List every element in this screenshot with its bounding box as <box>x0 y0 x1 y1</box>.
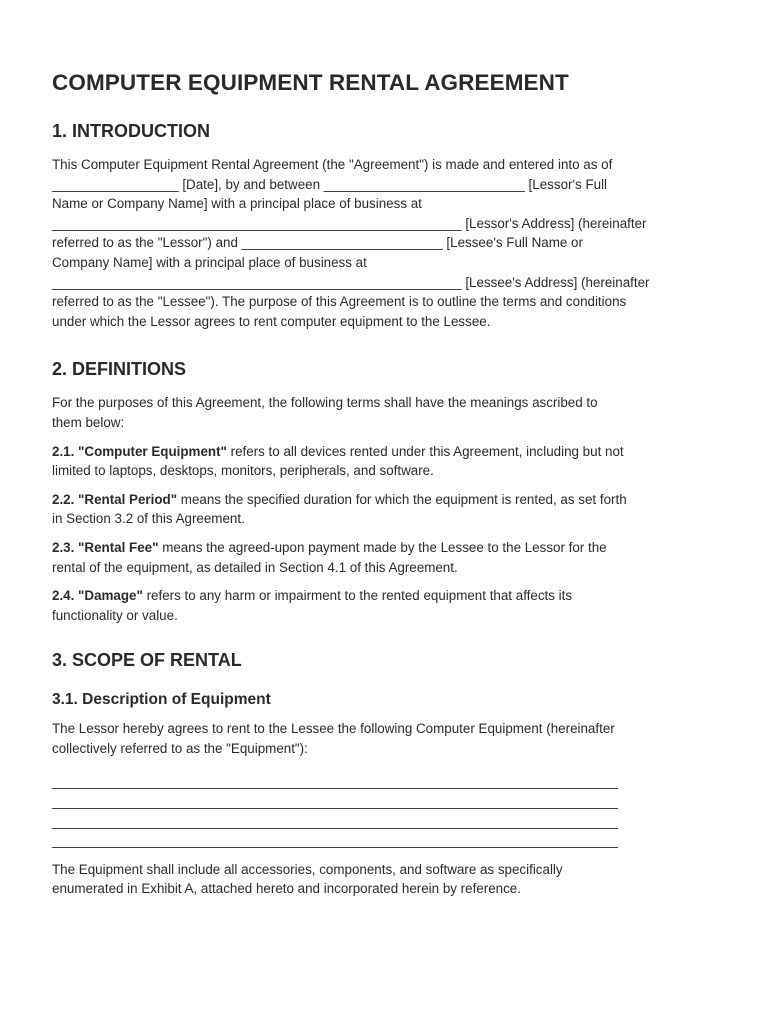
equipment-intro <box>52 719 722 758</box>
paragraph-line <box>52 586 722 606</box>
paragraph-line: functionality or value. <box>52 607 178 623</box>
definition-item <box>52 442 722 481</box>
equipment-description-subheading: 3.1. Description of Equipment <box>52 691 271 709</box>
fill-in-line: ____________________________________________________________________________ <box>52 794 618 810</box>
paragraph-line: referred to as the "Lessee"). The purpose of this Agreement is to outline the terms and conditions <box>52 294 627 310</box>
paragraph-line: Company Name] with a principal place of business at <box>52 254 367 270</box>
definition-term: 2.3. "Rental Fee" <box>52 539 159 555</box>
paragraph-line: in Section 3.2 of this Agreement. <box>52 511 245 527</box>
definition-text: refers to all devices rented under this Agreement, including but not <box>226 443 624 459</box>
definitions-section <box>52 359 722 625</box>
paragraph-line <box>52 538 722 558</box>
paragraph-line: under which the Lessor agrees to rent computer equipment to the Lessee. <box>52 313 491 329</box>
paragraph-line: enumerated in Exhibit A, attached hereto and incorporated herein by reference. <box>52 881 521 897</box>
fill-in-line: ____________________________________________________________________________ <box>52 813 618 829</box>
fill-in-line: ____________________________________________________________________________ <box>52 774 618 790</box>
paragraph-line: them below: <box>52 414 125 430</box>
definition-item <box>52 586 722 625</box>
scope-section <box>52 650 722 899</box>
scope-heading: 3. SCOPE OF RENTAL <box>52 650 242 671</box>
definition-text: means the specified duration for which the equipment is rented, as set forth <box>177 491 627 507</box>
paragraph-line <box>52 442 722 462</box>
definition-term: 2.1. "Computer Equipment" <box>52 443 227 459</box>
definition-term: 2.2. "Rental Period" <box>52 491 178 507</box>
paragraph-line: _______________________________________________________ [Lessor's Address] (hereinafter <box>52 215 647 231</box>
definition-item <box>52 490 722 529</box>
paragraph-line: collectively referred to as the "Equipment"): <box>52 740 308 756</box>
equipment-fill-in-lines <box>52 772 722 850</box>
equipment-closing <box>52 860 722 899</box>
document-title: COMPUTER EQUIPMENT RENTAL AGREEMENT <box>52 70 569 95</box>
definition-item <box>52 538 722 577</box>
paragraph-line: The Lessor hereby agrees to rent to the Lessee the following Computer Equipment (hereinafter <box>52 721 615 737</box>
definition-text: means the agreed-upon payment made by the Lessee to the Lessor for the <box>158 539 607 555</box>
paragraph-line: For the purposes of this Agreement, the following terms shall have the meanings ascribed to <box>52 395 598 411</box>
paragraph-line: limited to laptops, desktops, monitors, peripherals, and software. <box>52 463 434 479</box>
paragraph-line: The Equipment shall include all accessories, components, and software as specifically <box>52 861 563 877</box>
fill-in-line: ____________________________________________________________________________ <box>52 833 618 849</box>
introduction-heading: 1. INTRODUCTION <box>52 121 211 141</box>
paragraph-line: rental of the equipment, as detailed in Section 4.1 of this Agreement. <box>52 559 458 575</box>
paragraph-line: This Computer Equipment Rental Agreement (the "Agreement") is made and entered into as of <box>52 157 613 172</box>
introduction-section <box>52 121 722 331</box>
paragraph-line: _______________________________________________________ [Lessee's Address] (hereinafter <box>52 274 650 290</box>
definitions-heading: 2. DEFINITIONS <box>52 359 187 380</box>
introduction-paragraph <box>52 155 722 331</box>
definition-text: refers to any harm or impairment to the rented equipment that affects its <box>142 588 573 604</box>
document-body <box>52 70 722 899</box>
paragraph-line: _________________ [Date], by and between ___________________________ [Lessor's Full <box>52 176 608 192</box>
definitions-intro <box>52 393 722 432</box>
paragraph-line <box>52 490 722 510</box>
definition-term: 2.4. "Damage" <box>52 588 143 604</box>
paragraph-line: referred to as the "Lessor") and ___________________________ [Lessee's Full Name or <box>52 235 583 251</box>
paragraph-line: Name or Company Name] with a principal place of business at <box>52 196 422 212</box>
